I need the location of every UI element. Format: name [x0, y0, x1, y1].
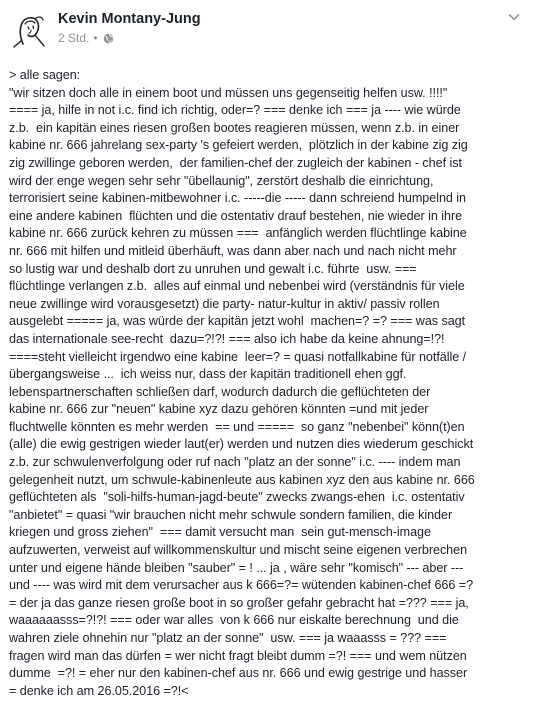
globe-icon[interactable]: [103, 33, 114, 44]
meta-separator: •: [93, 31, 98, 45]
author-avatar[interactable]: [9, 10, 49, 50]
sketch-portrait-icon: [9, 10, 49, 50]
author-name[interactable]: Kevin Montany-Jung: [58, 11, 201, 27]
post-header: [0, 0, 535, 60]
post-meta: [58, 31, 114, 45]
post-time[interactable]: 2 Std.: [58, 31, 90, 45]
post-body-text: > alle sagen: "wir sitzen doch alle in einem boot und müssen uns gegenseitig helfen usw. !!!!" ==== ja, hilfe in not i.c. find ich richtig, oder=? === denke ich === ja ---- wie würde z.b. ein kapitän eines riesen großen bootes reagieren müssen, wenn z.b. in einer kabine nr. 666 jahrelang sex-party 's gefeiert werden, plötzlich in der kabine zig zig zig zwillinge geboren werden, der familien-chef der zugleich der kabinen - chef ist wird der enge wegen sehr sehr "übellaunig", zerstört deshalb die einrichtung, terrorisiert seine kabinen-mitbewohner i.c. -----die ----- dann schreiend humpelnd in eine andere kabinen flüchten und die ostentativ drauf bestehen, nie wieder in ihre kabine nr. 666 zurück kehren zu müssen === anfänglich werden flüchtlinge kabine nr. 666 mit hilfen und mitleid überhäuft, was dann aber nach und nach nicht mehr so lustig war und deshalb dort zu unruhen und gewalt i.c. führte usw. === flüchtlinge verlangen z.b. alles auf einmal und nebenbei wird (verständnis für viele neue zwillinge wird vorausgesetzt) die party- natur-kultur in aktiv/ passiv rollen ausgelebt ===== ja, was würde der kapitän jetzt wohl machen=? =? === was sagt das internationale see-recht dazu=?!?! === also ich habe da keine ahnung=!?! ====steht vielleicht irgendwo eine kabine leer=? = quasi notfallkabine für notfälle / übergangsweise ... ich weiss nur, dass der kapitän traditionell ehen ggf. lebenspartnerschaften schließen darf, wodurch dadurch die geflüchteten der kabine nr. 666 zur "neuen" kabine xyz dazu gehören könnten =und mit jeder fluchtwelle könnten es mehr werden == und ===== so ganz "nebenbei" könn(t)en (alle) die ewig gestrigen wieder laut(er) werden und nutzen dies wiederum geschickt z.b. zur schwulenverfolgung oder ruf nach "platz an der sonne" i.c. ---- indem man gelegenheit nutzt, um schwule-kabinenleute aus kabinen xyz den aus kabine nr. 666 geflüchteten als "soli-hilfs-human-jagd-beute" zwecks zwangs-ehen i.c. ostentativ "anbietet" = quasi "wir brauchen nicht mehr schwule sondern familien, die kinder kriegen und gross ziehen" === damit versucht man sein gut-mensch-image aufzuwerten, verweist auf willkommenskultur und mischt seine eigenen verbrechen unter und eigene hände bleiben "sauber" = ! ... ja , wäre sehr "komisch" --- aber --- und ---- was wird mit dem verursacher aus k 666=?= wütenden kabinen-chef 666 =? = der ja das ganze riesen große boot in so großer gefahr gebracht hat =??? === ja, waaaaaasss=?!?! === oder war alles von k 666 nur eiskalte berechnung und die wahren ziele ohnehin nur "platz an der sonne" usw. === ja waaasss = ??? === fragen wird man das dürfen = wer nicht fragt bleibt dumm =?! === und wem nützen dumme =?! = eher nur den kabinen-chef aus nr. 666 und ewig gestrige und hasser = denke ich am 26.05.2016 =?!<: [9, 68, 475, 698]
chevron-down-icon[interactable]: [507, 10, 521, 24]
